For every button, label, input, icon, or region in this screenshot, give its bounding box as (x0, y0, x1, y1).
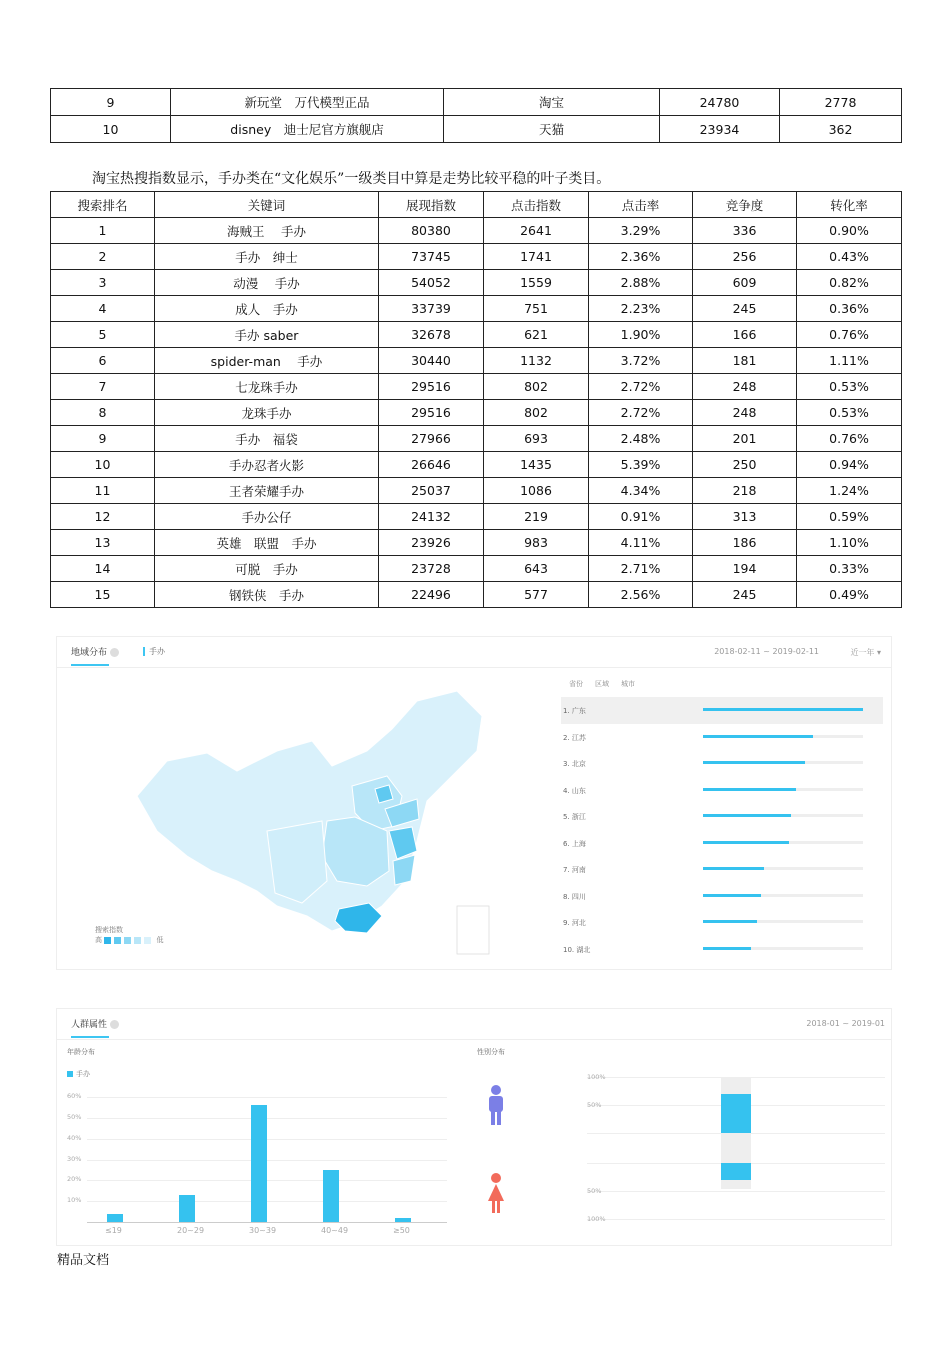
region-rank-bar (703, 867, 764, 870)
table-cell: 802 (484, 374, 589, 400)
region-distribution-panel (56, 636, 892, 970)
table-cell: 0.91% (589, 504, 693, 530)
table-cell: 609 (693, 270, 797, 296)
footer-caption: 精品文档 (57, 1253, 110, 1268)
table-row (51, 452, 902, 478)
table-cell: 淘宝 (444, 89, 660, 116)
table-cell: 4.11% (589, 530, 693, 556)
y-tick-label: 40% (67, 1133, 82, 1142)
table-cell: 2.36% (589, 244, 693, 270)
legend-swatch (134, 937, 141, 944)
y-tick-label: 50% (67, 1112, 82, 1121)
table-cell: 33739 (379, 296, 484, 322)
table-cell: 0.90% (797, 218, 902, 244)
table-cell: 天猫 (444, 116, 660, 143)
table-cell: 23728 (379, 556, 484, 582)
table-row (51, 89, 902, 116)
table-row (51, 582, 902, 608)
region-rank-bar (703, 841, 789, 844)
grid-line (587, 1077, 885, 1078)
grid-line (87, 1201, 447, 1202)
table-cell: 2.48% (589, 426, 693, 452)
region-tabs[interactable] (569, 679, 647, 689)
table-cell: 7 (51, 374, 155, 400)
table-row (51, 218, 902, 244)
x-axis (87, 1222, 447, 1223)
age-bar[interactable] (323, 1170, 339, 1222)
table-cell: 手办 绅士 (155, 244, 379, 270)
chevron-down-icon: ▾ (876, 648, 881, 657)
region-rank-row[interactable] (561, 856, 883, 883)
date-range: 2018-01 ~ 2019-01 (806, 1019, 885, 1028)
table-row (51, 426, 902, 452)
table-cell: 9 (51, 89, 171, 116)
table-cell: 13 (51, 530, 155, 556)
region-rank-bar (703, 788, 796, 791)
table-cell: 8 (51, 400, 155, 426)
table-cell: 动漫 手办 (155, 270, 379, 296)
table-cell: 成人 手办 (155, 296, 379, 322)
table-cell: 4.34% (589, 478, 693, 504)
table-row (51, 530, 902, 556)
table-cell: 166 (693, 322, 797, 348)
table-cell: 3.29% (589, 218, 693, 244)
table-cell: 2.88% (589, 270, 693, 296)
region-rank-row[interactable] (561, 936, 883, 963)
region-rank-label: 1. 广东 (563, 707, 586, 715)
table-cell: disney 迪士尼官方旗舰店 (171, 116, 444, 143)
table-cell: 英雄 联盟 手办 (155, 530, 379, 556)
x-tick-label: 20~29 (177, 1226, 205, 1235)
table-cell: 七龙珠手办 (155, 374, 379, 400)
female-icon (487, 1173, 505, 1215)
region-rank-track (703, 867, 863, 870)
table-row (51, 322, 902, 348)
table-cell: 621 (484, 322, 589, 348)
region-rank-row[interactable] (561, 883, 883, 910)
table-cell: 181 (693, 348, 797, 374)
table-cell: 11 (51, 478, 155, 504)
table-cell: 2778 (780, 89, 902, 116)
table-cell: 0.36% (797, 296, 902, 322)
table-cell: 3.72% (589, 348, 693, 374)
search-keyword-table (50, 191, 902, 608)
table-cell: 201 (693, 426, 797, 452)
region-rank-label: 6. 上海 (563, 839, 586, 848)
panel-header (57, 637, 891, 668)
column-header: 展现指数 (379, 192, 484, 218)
x-tick-label: 40~49 (321, 1226, 349, 1235)
table-cell: 王者荣耀手办 (155, 478, 379, 504)
table-cell: 751 (484, 296, 589, 322)
column-header: 点击指数 (484, 192, 589, 218)
y-tick-label: 100% (587, 1073, 606, 1081)
table-cell: 1086 (484, 478, 589, 504)
table-cell: 新玩堂 万代模型正品 (171, 89, 444, 116)
region-ranking-list (561, 697, 883, 962)
table-cell: 693 (484, 426, 589, 452)
table-row (51, 296, 902, 322)
table-cell: 24780 (660, 89, 780, 116)
table-cell: 26646 (379, 452, 484, 478)
table-cell: 32678 (379, 322, 484, 348)
table-row (51, 478, 902, 504)
table-cell: 1741 (484, 244, 589, 270)
grid-line (587, 1219, 885, 1220)
age-bar[interactable] (395, 1218, 411, 1222)
table-cell: 30440 (379, 348, 484, 374)
y-tick-label: 10% (67, 1196, 82, 1205)
table-cell: 10 (51, 452, 155, 478)
table-cell: 802 (484, 400, 589, 426)
gender-chart-title: 性别分布 (477, 1048, 505, 1056)
table-cell: 钢铁侠 手办 (155, 582, 379, 608)
region-rank-track (703, 841, 863, 844)
table-cell: 1.11% (797, 348, 902, 374)
table-cell: 3 (51, 270, 155, 296)
tab-underline (71, 664, 109, 666)
age-bar[interactable] (107, 1214, 123, 1222)
region-rank-track (703, 947, 863, 950)
column-header: 点击率 (589, 192, 693, 218)
table-cell: 0.76% (797, 322, 902, 348)
age-bar-chart (57, 1009, 457, 1245)
region-rank-label: 7. 河南 (563, 866, 586, 874)
grid-line (87, 1180, 447, 1181)
region-rank-row[interactable] (561, 909, 883, 936)
table-cell: 0.82% (797, 270, 902, 296)
age-chart-title: 年龄分布 (67, 1048, 95, 1056)
female-bar[interactable] (721, 1163, 751, 1180)
table-cell: 1435 (484, 452, 589, 478)
table-cell: 23926 (379, 530, 484, 556)
table-cell: 336 (693, 218, 797, 244)
shop-ranking-table (50, 88, 902, 143)
y-tick-label: 100% (587, 1215, 606, 1223)
legend-swatch (124, 937, 131, 944)
table-cell: 362 (780, 116, 902, 143)
region-rank-row[interactable] (561, 697, 883, 724)
table-cell: 23934 (660, 116, 780, 143)
table-cell: 6 (51, 348, 155, 374)
region-rank-row[interactable] (561, 750, 883, 777)
date-range: 2018-02-11 ~ 2019-02-11 (714, 647, 819, 656)
table-cell: 手办 saber (155, 322, 379, 348)
table-cell: 313 (693, 504, 797, 530)
table-cell: 0.49% (797, 582, 902, 608)
table-row (51, 374, 902, 400)
table-cell: 80380 (379, 218, 484, 244)
age-bar[interactable] (251, 1105, 267, 1222)
region-rank-bar (703, 735, 813, 738)
table-cell: 29516 (379, 400, 484, 426)
region-rank-label: 2. 江苏 (563, 733, 586, 742)
table-cell: 54052 (379, 270, 484, 296)
table-cell: 1 (51, 218, 155, 244)
table-row (51, 270, 902, 296)
table-cell: 2.72% (589, 400, 693, 426)
region-rank-track (703, 814, 863, 817)
table-cell: 1.24% (797, 478, 902, 504)
series-legend: 手办 (143, 646, 165, 657)
region-rank-label: 8. 四川 (563, 892, 586, 901)
y-tick-label: 50% (587, 1101, 602, 1109)
region-rank-bar (703, 814, 791, 817)
panel-title[interactable]: 地域分布 (71, 645, 119, 658)
panel-title[interactable]: 人群属性 (71, 1017, 119, 1030)
table-cell: 手办忍者火影 (155, 452, 379, 478)
region-rank-label: 5. 浙江 (563, 813, 586, 821)
table-cell: 2 (51, 244, 155, 270)
china-map (127, 681, 497, 961)
demographics-panel (56, 1008, 892, 1246)
region-rank-track (703, 735, 863, 738)
table-cell: 194 (693, 556, 797, 582)
table-cell: 5.39% (589, 452, 693, 478)
region-rank-label: 3. 北京 (563, 760, 586, 768)
grid-line (87, 1139, 447, 1140)
region-rank-bar (703, 708, 863, 711)
table-cell: 0.76% (797, 426, 902, 452)
region-rank-row[interactable] (561, 777, 883, 804)
table-cell: 0.53% (797, 374, 902, 400)
region-rank-track (703, 894, 863, 897)
table-cell: 248 (693, 400, 797, 426)
table-cell: 2.23% (589, 296, 693, 322)
table-cell: 1559 (484, 270, 589, 296)
table-cell: 186 (693, 530, 797, 556)
range-dropdown[interactable]: 近一年 ▾ (850, 648, 881, 657)
table-cell: 73745 (379, 244, 484, 270)
region-rank-track (703, 708, 863, 711)
info-icon[interactable] (110, 648, 119, 657)
gender-bar-chart (457, 1009, 891, 1245)
region-tab[interactable]: 城市 (621, 680, 635, 688)
table-cell: 27966 (379, 426, 484, 452)
table-cell: 4 (51, 296, 155, 322)
table-cell: 24132 (379, 504, 484, 530)
table-cell: 2.71% (589, 556, 693, 582)
region-rank-track (703, 788, 863, 791)
table-cell: 248 (693, 374, 797, 400)
table-cell: 龙珠手办 (155, 400, 379, 426)
column-header: 关键词 (155, 192, 379, 218)
table-cell: 5 (51, 322, 155, 348)
region-tab[interactable]: 省份 (569, 680, 583, 688)
table-cell: 1.90% (589, 322, 693, 348)
table-cell: 10 (51, 116, 171, 143)
table-cell: 218 (693, 478, 797, 504)
table-cell: 1.10% (797, 530, 902, 556)
male-icon (487, 1085, 505, 1127)
column-header: 转化率 (797, 192, 902, 218)
table-cell: 29516 (379, 374, 484, 400)
legend-swatch (144, 937, 151, 944)
column-header: 竞争度 (693, 192, 797, 218)
age-bar[interactable] (179, 1195, 195, 1222)
legend-swatch (104, 937, 111, 944)
map-legend: 搜索指数 高 低 (95, 926, 164, 944)
male-bar[interactable] (721, 1094, 751, 1133)
region-rank-bar (703, 947, 751, 950)
y-tick-label: 30% (67, 1154, 82, 1163)
table-cell: 9 (51, 426, 155, 452)
table-cell: 22496 (379, 582, 484, 608)
table-row (51, 504, 902, 530)
table-cell: 0.43% (797, 244, 902, 270)
table-cell: 219 (484, 504, 589, 530)
age-legend: 手办 (67, 1069, 90, 1079)
table-cell: 250 (693, 452, 797, 478)
table-cell: 577 (484, 582, 589, 608)
region-rank-track (703, 761, 863, 764)
table-cell: 手办公仔 (155, 504, 379, 530)
table-cell: 983 (484, 530, 589, 556)
legend-swatch (114, 937, 121, 944)
table-row (51, 348, 902, 374)
y-tick-label: 20% (67, 1175, 82, 1184)
table-cell: 0.53% (797, 400, 902, 426)
region-rank-bar (703, 920, 757, 923)
region-rank-row[interactable] (561, 724, 883, 751)
y-tick-label: 50% (587, 1187, 602, 1195)
region-rank-label: 9. 河北 (563, 919, 586, 927)
table-cell: 643 (484, 556, 589, 582)
region-rank-label: 10. 湖北 (563, 945, 591, 954)
south-sea-inset (457, 906, 489, 954)
x-tick-label: ≥50 (393, 1226, 410, 1235)
table-cell: 14 (51, 556, 155, 582)
table-cell: 海贼王 手办 (155, 218, 379, 244)
table-cell: 0.59% (797, 504, 902, 530)
table-row (51, 400, 902, 426)
region-rank-bar (703, 761, 805, 764)
table-cell: 25037 (379, 478, 484, 504)
table-cell: 12 (51, 504, 155, 530)
table-cell: 245 (693, 582, 797, 608)
table-cell: 0.94% (797, 452, 902, 478)
grid-line (587, 1133, 885, 1134)
region-rank-label: 4. 山东 (563, 786, 586, 795)
table-cell: 2.56% (589, 582, 693, 608)
region-rank-row[interactable] (561, 830, 883, 857)
grid-line (87, 1118, 447, 1119)
table-row (51, 116, 902, 143)
table-cell: 0.33% (797, 556, 902, 582)
table-row (51, 556, 902, 582)
table-cell: 256 (693, 244, 797, 270)
x-tick-label: ≤19 (105, 1226, 122, 1235)
region-tab[interactable]: 区域 (595, 680, 609, 688)
intro-paragraph: 淘宝热搜指数显示，手办类在“文化娱乐”一级类目中算是走势比较平稳的叶子类目。 (92, 171, 611, 187)
grid-line (87, 1097, 447, 1098)
table-cell: 可脱 手办 (155, 556, 379, 582)
table-cell: 1132 (484, 348, 589, 374)
table-row (51, 244, 902, 270)
grid-line (587, 1191, 885, 1192)
region-rank-track (703, 920, 863, 923)
y-tick-label: 60% (67, 1092, 82, 1100)
table-cell: 245 (693, 296, 797, 322)
table-cell: 15 (51, 582, 155, 608)
grid-line (87, 1160, 447, 1161)
table-cell: 2.72% (589, 374, 693, 400)
table-cell: 手办 福袋 (155, 426, 379, 452)
x-tick-label: 30~39 (249, 1226, 277, 1235)
column-header: 搜索排名 (51, 192, 155, 218)
table-cell: 2641 (484, 218, 589, 244)
region-rank-row[interactable] (561, 803, 883, 830)
table-cell: spider-man 手办 (155, 348, 379, 374)
region-rank-bar (703, 894, 761, 897)
